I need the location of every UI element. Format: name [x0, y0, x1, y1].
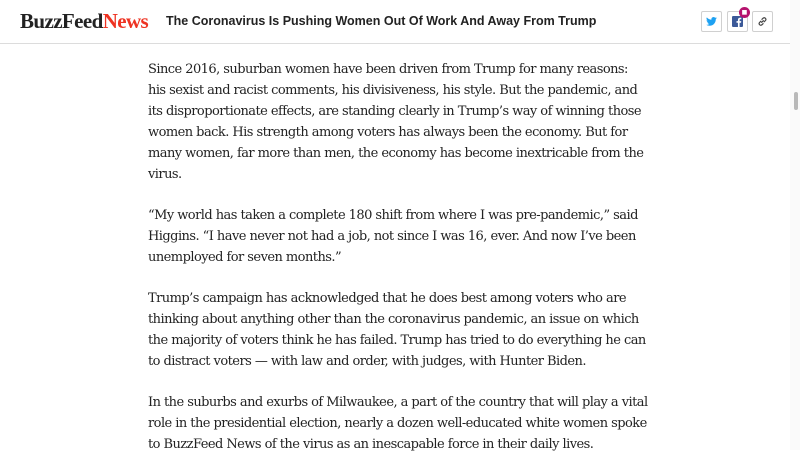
twitter-icon — [706, 17, 717, 26]
scrollbar-thumb[interactable] — [794, 92, 798, 110]
message-icon: ■ — [741, 9, 748, 16]
article-paragraph: Since 2016, suburban women have been driven from Trump for many reasons: his sexist and racist comments, his divisiveness, his style. But the pandemic, and its disproportionate effects, are standing clearly in Trump’s way of winning those women back. His strength among voters has always been the economy. But for many women, far more than men, the economy has become inextricable from the virus. — [148, 62, 644, 182]
share-twitter-button[interactable] — [701, 11, 722, 32]
buzzfeed-news-logo[interactable] — [20, 9, 148, 34]
article-body — [148, 59, 648, 475]
vertical-scrollbar[interactable] — [790, 0, 800, 450]
article-paragraph: In the suburbs and exurbs of Milwaukee, a part of the country that will play a vital role in the presidential election, nearly a dozen well-educated white women spoke to BuzzFeed News of the virus as an inescapable force in their daily lives. — [148, 395, 648, 452]
notification-badge[interactable] — [739, 7, 750, 18]
link-icon — [757, 16, 768, 27]
logo-accent-text: News — [102, 9, 149, 33]
facebook-icon — [732, 16, 743, 27]
article-paragraph: “My world has taken a complete 180 shift from where I was pre-pandemic,” said Higgins. “I have never not had a job, not since I was 16, ever. And now I’ve been unemployed for seven months.” — [148, 208, 638, 265]
site-header — [0, 0, 790, 44]
article-headline: The Coronavirus Is Pushing Women Out Of Work And Away From Trump — [166, 14, 597, 28]
article-paragraph: Trump’s campaign has acknowledged that he does best among voters who are thinking about anything other than the coronavirus pandemic, an issue on which the majority of voters think he has failed. Trump has tried to do everything he can to distract voters — with law and order, with judges, with Hunter Biden. — [148, 291, 646, 369]
logo-main-text: BuzzFeed — [20, 9, 103, 33]
copy-link-button[interactable] — [752, 11, 773, 32]
